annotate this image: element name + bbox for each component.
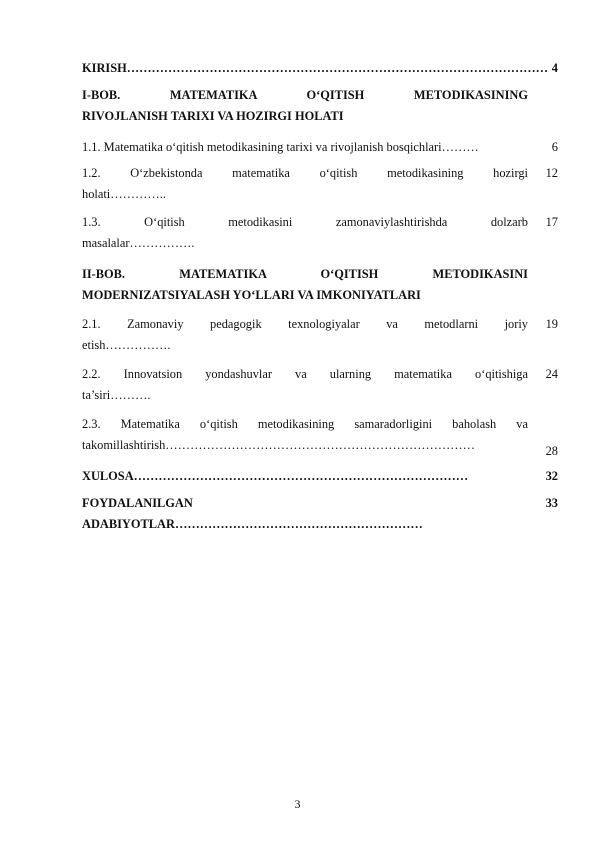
toc-page-number: 4 — [551, 61, 558, 75]
toc-entry-text-cont: RIVOJLANISH TARIXI VA HOZIRGI HOLATI — [82, 109, 344, 123]
toc-entry-text: II-BOB. MATEMATIKA O‘QITISH METODIKASINI — [82, 267, 528, 281]
toc-page-number: 28 — [545, 444, 558, 458]
toc-page-number: 24 — [545, 367, 558, 381]
toc-page-number: 33 — [545, 496, 558, 510]
toc-page-number: 6 — [551, 140, 558, 154]
toc-entry-text: 2.2. Innovatsion yondashuvlar va ularning matematika o‘qitishiga — [82, 367, 528, 381]
toc-entry-text-cont: takomillashtirish………………………………………………………………… — [82, 438, 476, 452]
toc-entry-title — [82, 466, 528, 487]
toc-entry-title — [82, 364, 528, 406]
toc-entry-text-cont: etish……………. — [82, 338, 171, 352]
toc-page-number: 12 — [545, 166, 558, 180]
toc-entry-text-cont: masalalar……………. — [82, 236, 195, 250]
toc-entry-text-cont: ta’siri………. — [82, 388, 151, 402]
toc-entry-title — [82, 414, 528, 456]
toc-entry-title — [82, 85, 528, 127]
page-number-footer: 3 — [294, 797, 301, 811]
toc-entry-text: 2.3. Matematika o‘qitish metodikasining samaradorligini baholash va — [82, 417, 528, 431]
toc-entry-text: 1.3. O‘qitish metodikasini zamonaviylashtirishda dolzarb — [82, 215, 528, 229]
toc-entry-title — [82, 493, 528, 535]
toc-entry-text: I-BOB. MATEMATIKA O‘QITISH METODIKASINING — [82, 88, 528, 102]
toc-page-number: 17 — [545, 215, 558, 229]
toc-entry-title — [82, 58, 549, 79]
toc-entry-text-cont: MODERNIZATSIYALASH YO‘LLARI VA IMKONIYATLARI — [82, 288, 421, 302]
toc-entry-text-cont: holati………….. — [82, 187, 166, 201]
toc-entry-text: FOYDALANILGAN ADABIYOTLAR…………………………………………………… — [82, 496, 423, 531]
toc-entry-text: 2.1. Zamonaviy pedagogik texnologiyalar va metodlarni joriy — [82, 317, 528, 331]
toc-page-number: 19 — [545, 317, 558, 331]
toc-entry-text: 1.2. O‘zbekistonda matematika o‘qitish metodikasining hozirgi — [82, 166, 528, 180]
toc-page-number: 32 — [545, 469, 558, 483]
toc-entry-title — [82, 137, 542, 158]
toc-entry-text: 1.1. Matematika o‘qitish metodikasining tarixi va rivojlanish bosqichlari……… — [82, 140, 479, 154]
toc-entry-title — [82, 212, 528, 254]
toc-entry-title — [82, 314, 528, 356]
toc-entry-text: KIRISH………………………………………………………………………………………… — [82, 61, 549, 75]
toc-entry-text: XULOSA……………………………………………………………………… — [82, 469, 469, 483]
toc-entry-title — [82, 264, 528, 306]
toc-entry-title — [82, 163, 528, 205]
